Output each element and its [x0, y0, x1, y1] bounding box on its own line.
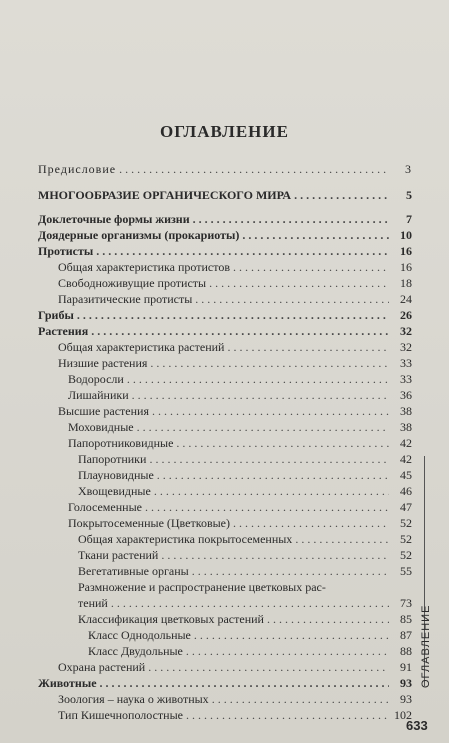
toc-entry-label: Доклеточные формы жизни [38, 212, 190, 226]
toc-entry-page: 24 [400, 292, 412, 306]
toc-entry-label: Голосеменные [68, 500, 142, 514]
toc-leader-dots [227, 340, 389, 355]
toc-leader-dots [152, 404, 389, 419]
toc-entry-page: 10 [400, 228, 412, 242]
toc-entry-page: 91 [400, 660, 412, 674]
toc-entry-label: Предисловие [38, 162, 117, 176]
toc-entry [58, 404, 412, 419]
toc-entry-label: Протисты [38, 244, 94, 258]
toc-entry-label: Зоология – наука о животных [58, 692, 209, 706]
toc-entry [38, 324, 412, 339]
toc-entry-page: 73 [400, 596, 412, 610]
toc-entry-label: Классификация цветковых растений [78, 612, 264, 626]
toc-entry [68, 436, 412, 451]
toc-entry-label: Доядерные организмы (прокариоты) [38, 228, 240, 242]
toc-leader-dots [192, 564, 389, 579]
toc-entry-page: 3 [405, 162, 412, 176]
toc-entry-page: 93 [400, 676, 412, 690]
toc-entry [78, 612, 412, 627]
toc-entry [88, 628, 412, 643]
toc-entry-page: 102 [394, 708, 412, 722]
toc-entry-label: Класс Однодольные [88, 628, 191, 642]
toc-entry-label: Водоросли [68, 372, 124, 386]
toc-entry [78, 532, 412, 547]
toc-entry-page: 55 [400, 564, 412, 578]
toc-leader-dots [195, 292, 389, 307]
toc-entry-label: Тип Кишечнополостные [58, 708, 183, 722]
toc-entry-page: 88 [400, 644, 412, 658]
toc-entry-page: 26 [400, 308, 412, 322]
toc-entry [58, 356, 412, 371]
toc-leader-dots [132, 388, 389, 403]
toc-leader-dots [176, 436, 389, 451]
toc-entry-label: Растения [38, 324, 89, 338]
toc-leader-dots [157, 468, 389, 483]
toc-leader-dots [91, 324, 389, 339]
toc-entry [68, 516, 412, 531]
toc-entry-page: 16 [400, 244, 412, 258]
running-head-vertical: ОГЛАВЛЕНИЕ [420, 604, 432, 688]
toc-entry-page: 52 [400, 532, 412, 546]
toc-entry-line1: Размножение и распространение цветковых рас- [78, 580, 326, 594]
page-title: ОГЛАВЛЕНИЕ [160, 122, 289, 141]
toc-entry-label: Охрана растений [58, 660, 146, 674]
toc-entry-label: Папоротники [78, 452, 147, 466]
toc-entry-label: Папоротниковидные [68, 436, 174, 450]
toc-entry-label: Хвощевидные [78, 484, 151, 498]
toc-entry-label: Паразитические протисты [58, 292, 193, 306]
toc-leader-dots [145, 500, 389, 515]
toc-entry [68, 420, 412, 435]
toc-entry-label: Плауновидные [78, 468, 154, 482]
toc-entry [38, 188, 412, 203]
toc-entry-page: 52 [400, 516, 412, 530]
toc-entry [58, 260, 412, 275]
toc-leader-dots [161, 548, 389, 563]
toc-entry [78, 596, 412, 611]
toc-entry-label: Вегетативные органы [78, 564, 189, 578]
toc-leader-dots [150, 356, 389, 371]
toc-entry [78, 548, 412, 563]
toc-entry-page: 36 [400, 388, 412, 402]
toc-entry [38, 244, 412, 259]
toc-entry-label: Низшие растения [58, 356, 148, 370]
toc-entry [58, 660, 412, 675]
toc-leader-dots [193, 212, 389, 227]
toc-entry-page: 38 [400, 404, 412, 418]
toc-leader-dots [212, 692, 389, 707]
toc-entry [58, 692, 412, 707]
toc-entry [88, 644, 412, 659]
toc-entry-label: Моховидные [68, 420, 134, 434]
toc-entry [38, 676, 412, 691]
toc-entry [38, 162, 412, 177]
toc-entry-label: Покрытосеменные (Цветковые) [68, 516, 230, 530]
toc-leader-dots [111, 596, 389, 611]
toc-entry-label: Общая характеристика покрытосеменных [78, 532, 293, 546]
toc-entry-page: 45 [400, 468, 412, 482]
toc-leader-dots [154, 484, 389, 499]
toc-entry-page: 33 [400, 356, 412, 370]
toc-entry-page: 32 [400, 324, 412, 338]
toc-entry-label: Общая характеристика протистов [58, 260, 230, 274]
toc-entry-label: Лишайники [68, 388, 129, 402]
toc-leader-dots [209, 276, 389, 291]
toc-entry [78, 484, 412, 499]
toc-leader-dots [194, 628, 389, 643]
toc-entry-page: 38 [400, 420, 412, 434]
toc-leader-dots [100, 676, 389, 691]
toc-leader-dots [127, 372, 389, 387]
toc-leader-dots [119, 162, 389, 177]
toc-entry-page: 52 [400, 548, 412, 562]
toc-entry [68, 500, 412, 515]
toc-entry-label: Высшие растения [58, 404, 149, 418]
toc-entry-label: МНОГООБРАЗИЕ ОРГАНИЧЕСКОГО МИРА [38, 188, 292, 202]
toc-entry-label: Класс Двудольные [88, 644, 183, 658]
toc-entry [58, 292, 412, 307]
toc-entry [68, 372, 412, 387]
toc-leader-dots [137, 420, 389, 435]
toc-entry-page: 85 [400, 612, 412, 626]
toc-entry-page: 87 [400, 628, 412, 642]
toc-leader-dots [77, 308, 389, 323]
toc-entry [78, 468, 412, 483]
toc-leader-dots [148, 660, 389, 675]
toc-leader-dots [295, 532, 389, 547]
toc-entry-label: Животные [38, 676, 97, 690]
toc-entry-label: Ткани растений [78, 548, 159, 562]
toc-entry [38, 212, 412, 227]
toc-entry-label: Грибы [38, 308, 74, 322]
toc-entry [78, 452, 412, 467]
toc-leader-dots [186, 644, 389, 659]
toc-entry-label: тений [78, 596, 108, 610]
toc-entry [38, 228, 412, 243]
toc-leader-dots [233, 516, 389, 531]
toc-entry-page: 93 [400, 692, 412, 706]
toc-leader-dots [96, 244, 389, 259]
toc-entry-page: 16 [400, 260, 412, 274]
toc-entry-page: 18 [400, 276, 412, 290]
toc-entry-page: 32 [400, 340, 412, 354]
page-number: 633 [406, 718, 428, 733]
toc-entry-label: Свободноживущие протисты [58, 276, 207, 290]
toc-leader-dots [233, 260, 389, 275]
toc-entry-page: 42 [400, 452, 412, 466]
toc-entry [68, 388, 412, 403]
toc-entry-page: 46 [400, 484, 412, 498]
toc-leader-dots [149, 452, 389, 467]
toc-leader-dots [242, 228, 389, 243]
toc-entry-page: 7 [406, 212, 412, 226]
toc-entry [58, 708, 412, 723]
toc-entry-label: Общая характеристика растений [58, 340, 225, 354]
toc-entry [38, 308, 412, 323]
toc-entry-page: 33 [400, 372, 412, 386]
toc-entry [78, 564, 412, 579]
toc-leader-dots [267, 612, 389, 627]
toc-leader-dots [186, 708, 389, 723]
toc-entry-page: 5 [406, 188, 412, 202]
toc-entry [58, 276, 412, 291]
toc-entry [58, 340, 412, 355]
toc-leader-dots [294, 188, 389, 203]
toc-entry-page: 42 [400, 436, 412, 450]
toc-entry-page: 47 [400, 500, 412, 514]
